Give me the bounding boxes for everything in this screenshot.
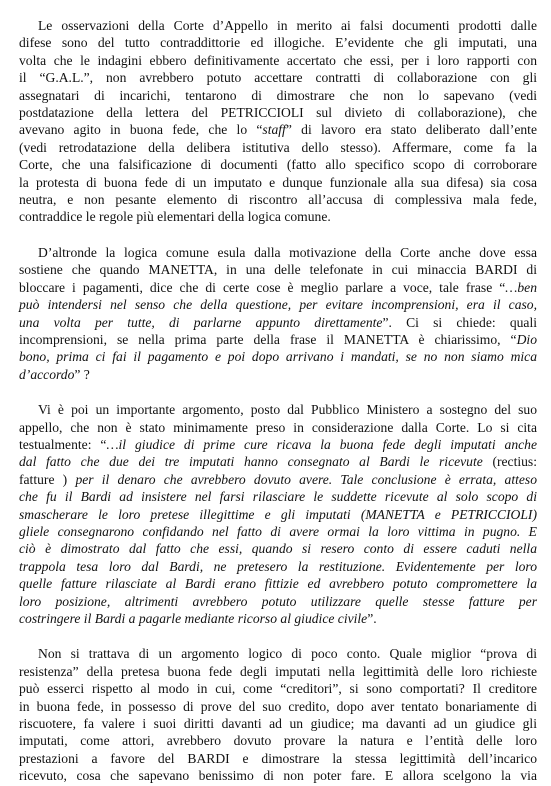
text-line	[19, 191, 537, 208]
text-line	[19, 471, 537, 488]
paragraph-4	[19, 645, 537, 784]
document-page	[19, 17, 537, 785]
text-run: testualmente: “	[19, 436, 107, 452]
italic-text: una volta per tutte, di parlarne appunto direttamente	[19, 314, 383, 330]
text-run: incomprensioni, se nella prima parte della frase il MANETTA è chiarissimo, “	[19, 331, 517, 347]
italic-text: Dio	[516, 331, 537, 347]
text-line	[19, 488, 537, 505]
text-run: fatture )	[19, 471, 76, 487]
text-run: assegnatari di incarichi, tentarono di dimostrare che non lo sapevano (vedi	[19, 87, 537, 103]
text-line	[19, 52, 537, 69]
italic-text: bono, prima ci fai il pagamento e poi dopo arrivano i mandati, se no non siamo mica	[19, 349, 537, 365]
text-line	[19, 698, 537, 715]
italic-text: può intendersi nel senso che della questione, per evitare incomprensioni, era il caso,	[19, 297, 537, 313]
text-line	[19, 558, 537, 575]
text-run: può esserci rispetto al modo in cui, come “creditori”, si sono comportati? Il creditore	[19, 681, 537, 697]
text-run: riscuotere, fa valere i suoi diritti davanti ad un giudice; ma davanti ad un giudice gli	[19, 716, 537, 732]
italic-text: costringere il Bardi a pagarle mediante ricorso al giudice civile	[19, 611, 368, 626]
text-line	[19, 261, 537, 278]
text-line	[19, 139, 537, 156]
text-run: ” di lavoro era stato deliberato dall’ente	[285, 122, 537, 138]
text-run: contraddice le regole più elementari della logica comune.	[19, 209, 331, 225]
text-line	[19, 506, 537, 523]
text-line	[19, 767, 537, 784]
text-line	[19, 366, 537, 383]
italic-text: staff	[262, 122, 286, 138]
text-run: neutra, e non pesante elemento di riscontro all’accusa di complessiva mala fede,	[19, 192, 537, 208]
text-line	[19, 715, 537, 732]
italic-text: che fu il Bardi ad insistere nel farsi rilasciare le suddette ricevute al solo scopo di	[19, 489, 537, 505]
text-run: (rectius:	[482, 454, 537, 470]
text-line	[19, 121, 537, 138]
text-run: la protesta di buona fede di un imputato e dunque funzionale alla sua difesa) sia cosa	[19, 174, 537, 190]
italic-text: dal fatto che due dei tre imputati hanno consegnato al Bardi le ricevute	[19, 454, 483, 470]
text-line	[19, 244, 537, 261]
text-line	[19, 750, 537, 767]
text-run: prestazioni a favore del BARDI e dimostrare la stessa legittimità dell’incarico	[19, 750, 537, 766]
text-run: il “G.A.L.”, non avrebbero potuto accettare contratti di collaborazione con gli	[19, 70, 537, 86]
text-line	[19, 540, 537, 557]
italic-text: per il denaro che avrebbero dovuto avere. Tale conclusione è errata, atteso	[75, 471, 538, 487]
text-run: difese sono del tutto contraddittorie ed illogiche. E’evidente che gli imputati, una	[19, 35, 537, 51]
paragraph-1	[19, 17, 537, 226]
italic-text: gliele consegnarono confidando nel fatto di avere ormai la loro vittima in pugno. E	[19, 523, 537, 539]
text-run: sostiene che quando MANETTA, in una delle telefonate in cui minaccia BARDI di	[19, 262, 537, 278]
text-run: D’altronde la logica comune esula dalla motivazione della Corte anche dove essa	[38, 244, 537, 260]
text-line	[19, 401, 537, 418]
text-line	[19, 296, 537, 313]
text-line	[19, 523, 537, 540]
text-line	[19, 331, 537, 348]
italic-text: loro posizione, altrimenti avrebbero potuto utilizzare quelle stesse fatture per	[19, 593, 537, 609]
text-run: ”. Ci si chiede: quali	[382, 314, 538, 330]
text-run: ” ?	[74, 366, 90, 382]
text-line	[19, 436, 537, 453]
text-line	[19, 575, 537, 592]
text-line	[19, 17, 537, 34]
italic-text: smascherare le loro pretese illegittime e gli imputati (MANETTA e PETRICCIOLI)	[19, 506, 537, 522]
text-line	[19, 87, 537, 104]
paragraph-2	[19, 244, 537, 383]
text-line	[19, 34, 537, 51]
text-run: ”.	[367, 611, 377, 626]
italic-text: …il giudice di prime cure ricava la buona fede degli imputati anche	[106, 436, 537, 452]
text-run: Corte, che una falsificazione di documenti (fatto allo specifico scopo di corroborare	[19, 157, 537, 173]
text-line	[19, 279, 537, 296]
text-line	[19, 208, 537, 225]
text-line	[19, 314, 537, 331]
text-line	[19, 104, 537, 121]
text-line	[19, 732, 537, 749]
text-line	[19, 156, 537, 173]
text-run: (vedi retrodatazione della delibera istitutiva dello stesso). Affermare, come fa la	[19, 139, 537, 155]
italic-text: trappola tesa loro dal Bardi, ne pretesero la restituzione. Evidentemente per loro	[19, 558, 537, 574]
text-run: volta che le indagini ebbero definitivamente accertato che essi, per i loro rapporti con	[19, 52, 537, 68]
text-run: Non si trattava di un argomento logico di poco conto. Quale miglior “prova di	[38, 646, 537, 662]
text-line	[19, 174, 537, 191]
text-line	[19, 610, 537, 627]
text-run: Le osservazioni della Corte d’Appello in merito ai falsi documenti prodotti dalle	[38, 18, 537, 33]
text-line	[19, 419, 537, 436]
text-line	[19, 348, 537, 365]
paragraph-3	[19, 401, 537, 627]
text-run: Vi è poi un importante argomento, posto dal Pubblico Ministero a sostegno del suo	[38, 402, 537, 418]
text-line	[19, 453, 537, 470]
text-run: bloccare i pagamenti, dice che di certe cose è meglio parlare a voce, tale frase “	[19, 279, 506, 295]
text-run: postdatazione della lettera del PETRICCIOLI sul divieto di collaborazione), che	[19, 105, 537, 121]
text-line	[19, 593, 537, 610]
text-run: avevano agito in buona fede, che lo “	[19, 122, 263, 138]
text-run: resistenza” della pretesa buona fede degli imputati nella legittimità delle loro richieste	[19, 663, 537, 679]
italic-text: …ben	[505, 279, 537, 295]
italic-text: ciò è dimostrato dal fatto che essi, quando si resero conto di essere caduti nella	[19, 541, 537, 557]
text-line	[19, 69, 537, 86]
text-run: in buona fede, in possesso di prove del suo credito, dopo aver tentato bonariamente di	[19, 698, 537, 714]
text-run: appello, che non è stato minimamente preso in considerazione dalla Corte. Lo si cita	[19, 419, 537, 435]
italic-text: quelle fatture rilasciate al Bardi erano fittizie ed avrebbero potuto compromettere la	[19, 576, 537, 592]
text-line	[19, 663, 537, 680]
text-line	[19, 645, 537, 662]
text-run: ricevuto, cosa che sapevano benissimo di non poter fare. E allora scelgono la via	[19, 768, 537, 784]
text-line	[19, 680, 537, 697]
text-run: imputati, come attori, avrebbero dovuto provare la natura e l’entità delle loro	[19, 733, 537, 749]
italic-text: d’accordo	[19, 366, 75, 382]
